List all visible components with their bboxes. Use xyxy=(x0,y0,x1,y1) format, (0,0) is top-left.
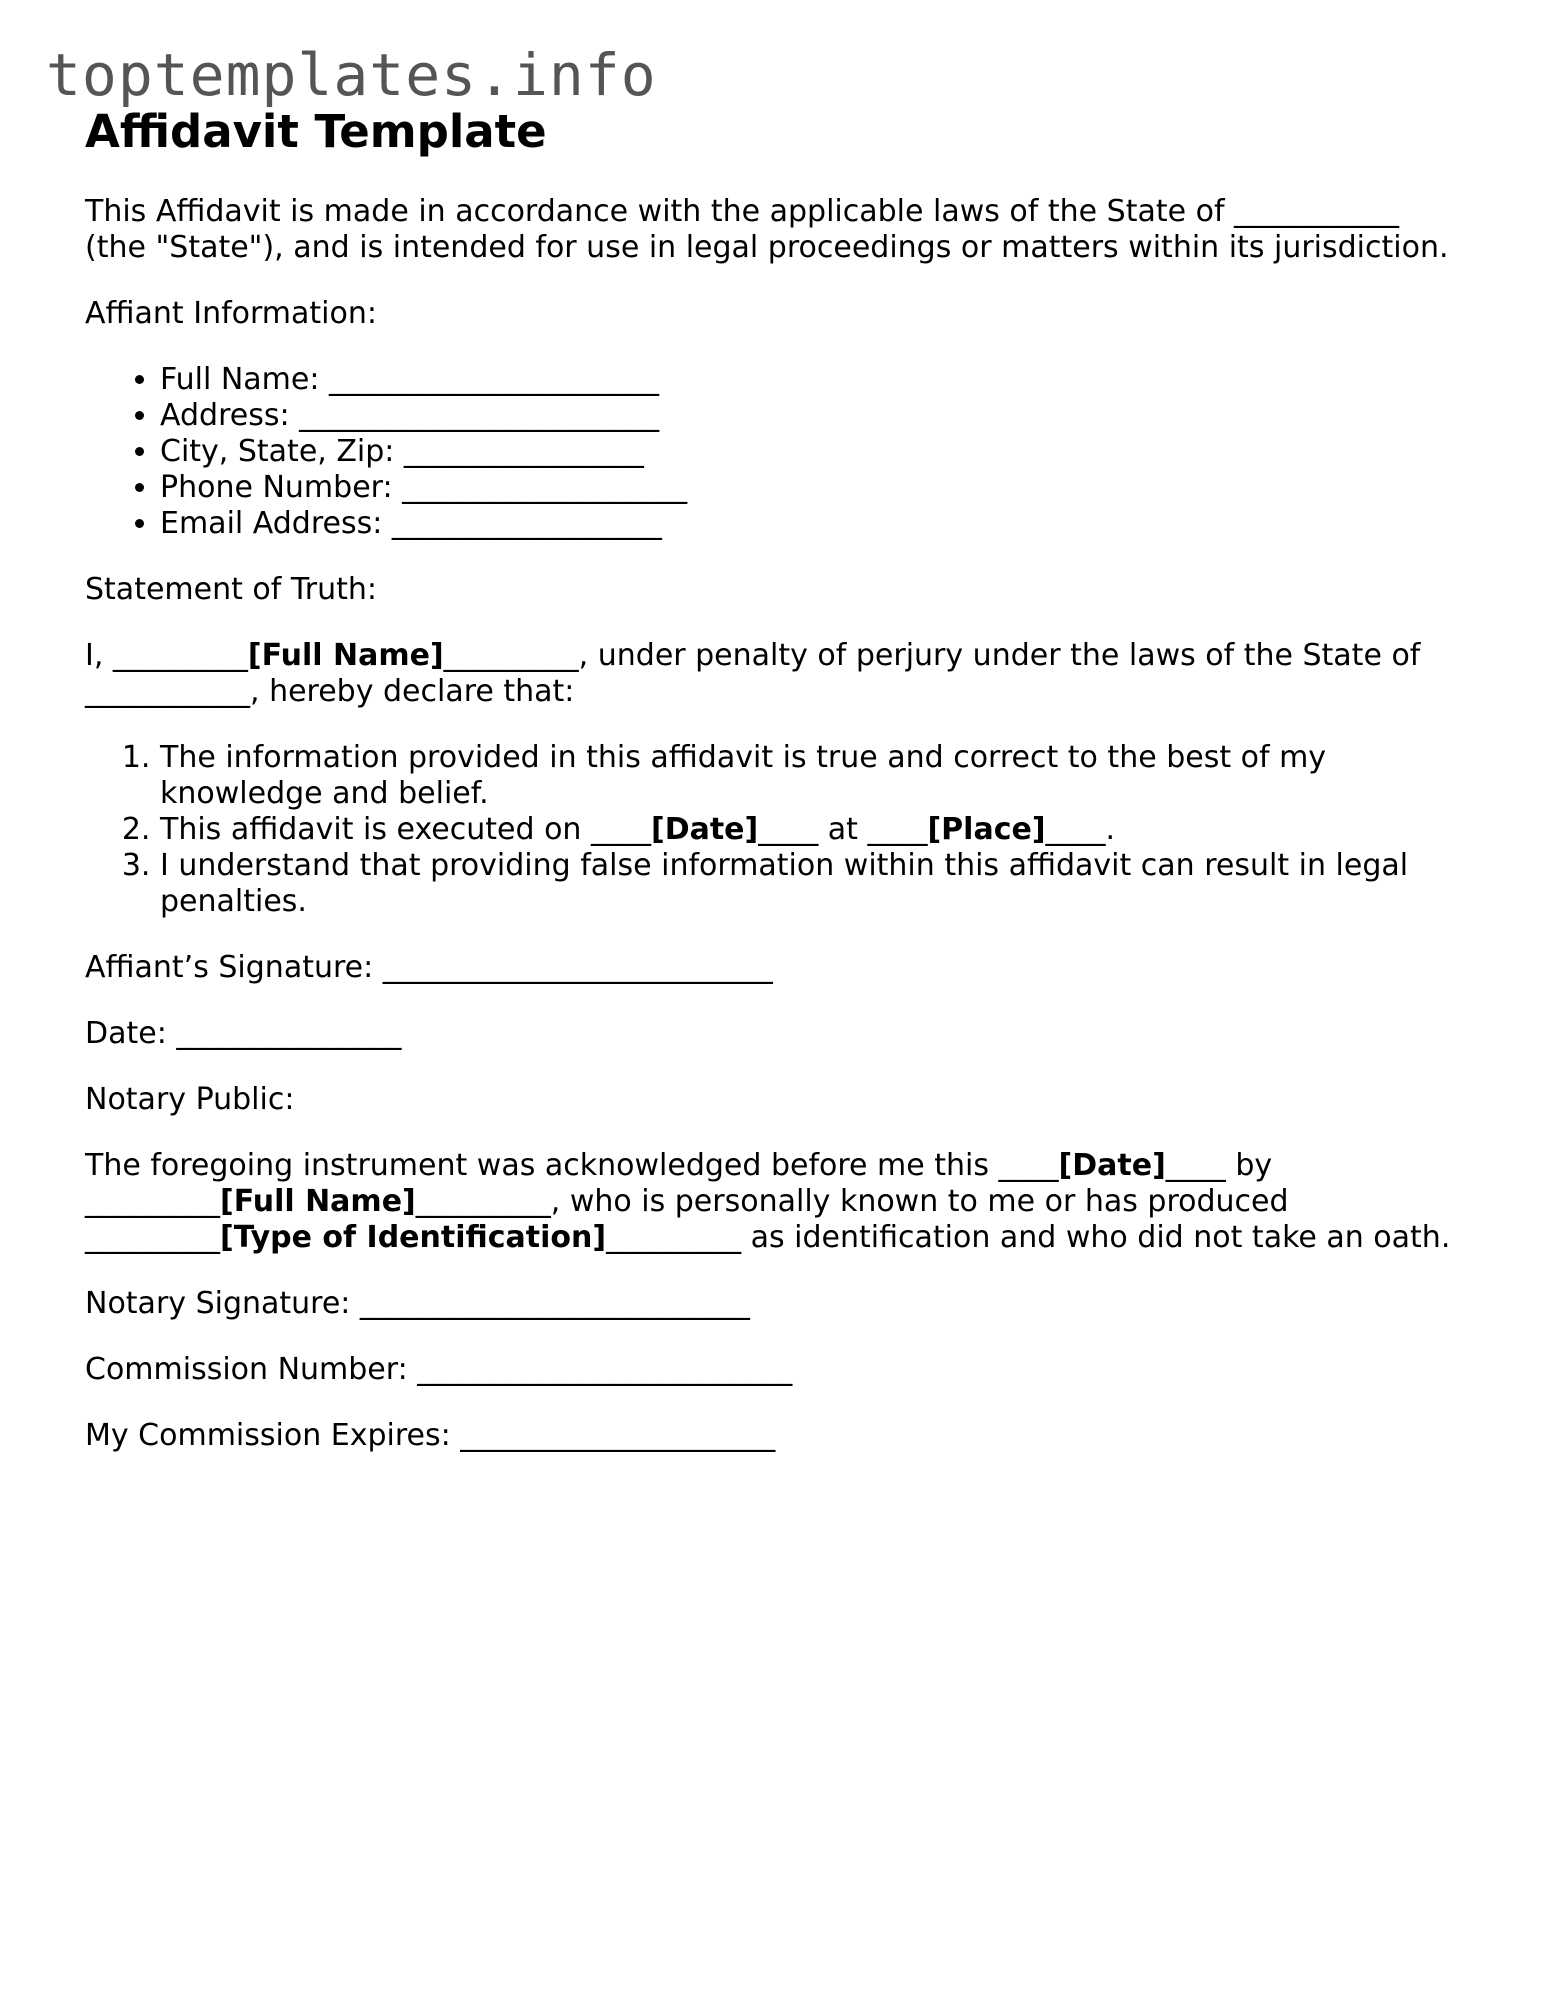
notary-l2-post: _________, who is personally known to me or has produced xyxy=(415,1184,1289,1219)
notary-id-type-placeholder: [Type of Identification] xyxy=(220,1220,607,1255)
declaration-1: 1. The information provided in this affidavit is true and correct to the best of my knowledge and belief. xyxy=(160,740,1485,812)
notary-full-name-placeholder: [Full Name] xyxy=(220,1184,416,1219)
notary-date-placeholder: [Date] xyxy=(1058,1148,1166,1183)
notary-signature-line: Notary Signature: __________________________ xyxy=(85,1286,750,1321)
affidavit-document xyxy=(85,104,1485,1484)
notary-l1-pre: The foregoing instrument was acknowledged before me this ____ xyxy=(85,1148,1059,1183)
statement-prefix: I, _________ xyxy=(85,638,248,673)
field-city-state-zip: • City, State, Zip: ________________ xyxy=(160,434,1485,470)
declaration-3: 3. I understand that providing false information within this affidavit can result in legal penalties. xyxy=(160,848,1485,920)
commission-number-line: Commission Number: _________________________ xyxy=(85,1352,793,1387)
intro-paragraph xyxy=(85,194,1485,266)
affiant-heading: Affiant Information: xyxy=(85,296,377,331)
declaration-2-date: [Date] xyxy=(650,812,759,847)
affiant-signature-line: Affiant’s Signature: __________________________ xyxy=(85,950,773,985)
statement-suffix: _________, under penalty of perjury under the laws of the State of xyxy=(443,638,1421,673)
declaration-2 xyxy=(160,812,1485,848)
date-line: Date: _______________ xyxy=(85,1016,402,1051)
statement-line-2: ___________, hereby declare that: xyxy=(85,674,575,709)
statement-paragraph xyxy=(85,638,1485,710)
notary-paragraph xyxy=(85,1148,1485,1256)
notary-heading: Notary Public: xyxy=(85,1082,295,1117)
intro-line-2: (the "State"), and is intended for use in legal proceedings or matters within its jurisdiction. xyxy=(85,230,1449,265)
notary-l1-post: ____ by xyxy=(1165,1148,1273,1183)
statement-full-name-placeholder: [Full Name] xyxy=(247,638,444,673)
notary-l3-post: _________ as identification and who did not take an oath. xyxy=(606,1220,1451,1255)
field-address: • Address: ________________________ xyxy=(160,398,1485,434)
statement-heading: Statement of Truth: xyxy=(85,572,378,607)
declaration-2-place: [Place] xyxy=(927,812,1046,847)
intro-line-1: This Affidavit is made in accordance with the applicable laws of the State of ___________ xyxy=(85,194,1400,229)
watermark: toptemplates.info xyxy=(46,41,657,109)
declaration-2-mid: ____ at ____ xyxy=(758,812,928,847)
notary-l2-pre: _________ xyxy=(85,1184,220,1219)
declaration-2-end: ____. xyxy=(1045,812,1116,847)
declarations-list xyxy=(85,740,1485,920)
field-email: • Email Address: __________________ xyxy=(160,506,1485,542)
notary-l3-pre: _________ xyxy=(85,1220,220,1255)
affiant-fields-list xyxy=(85,362,1485,542)
commission-expires-line: My Commission Expires: _____________________ xyxy=(85,1418,776,1453)
page-title: Affidavit Template xyxy=(85,105,547,158)
field-phone: • Phone Number: ___________________ xyxy=(160,470,1485,506)
declaration-2-pre: This affidavit is executed on ____ xyxy=(160,812,651,847)
field-full-name: • Full Name: ______________________ xyxy=(160,362,1485,398)
